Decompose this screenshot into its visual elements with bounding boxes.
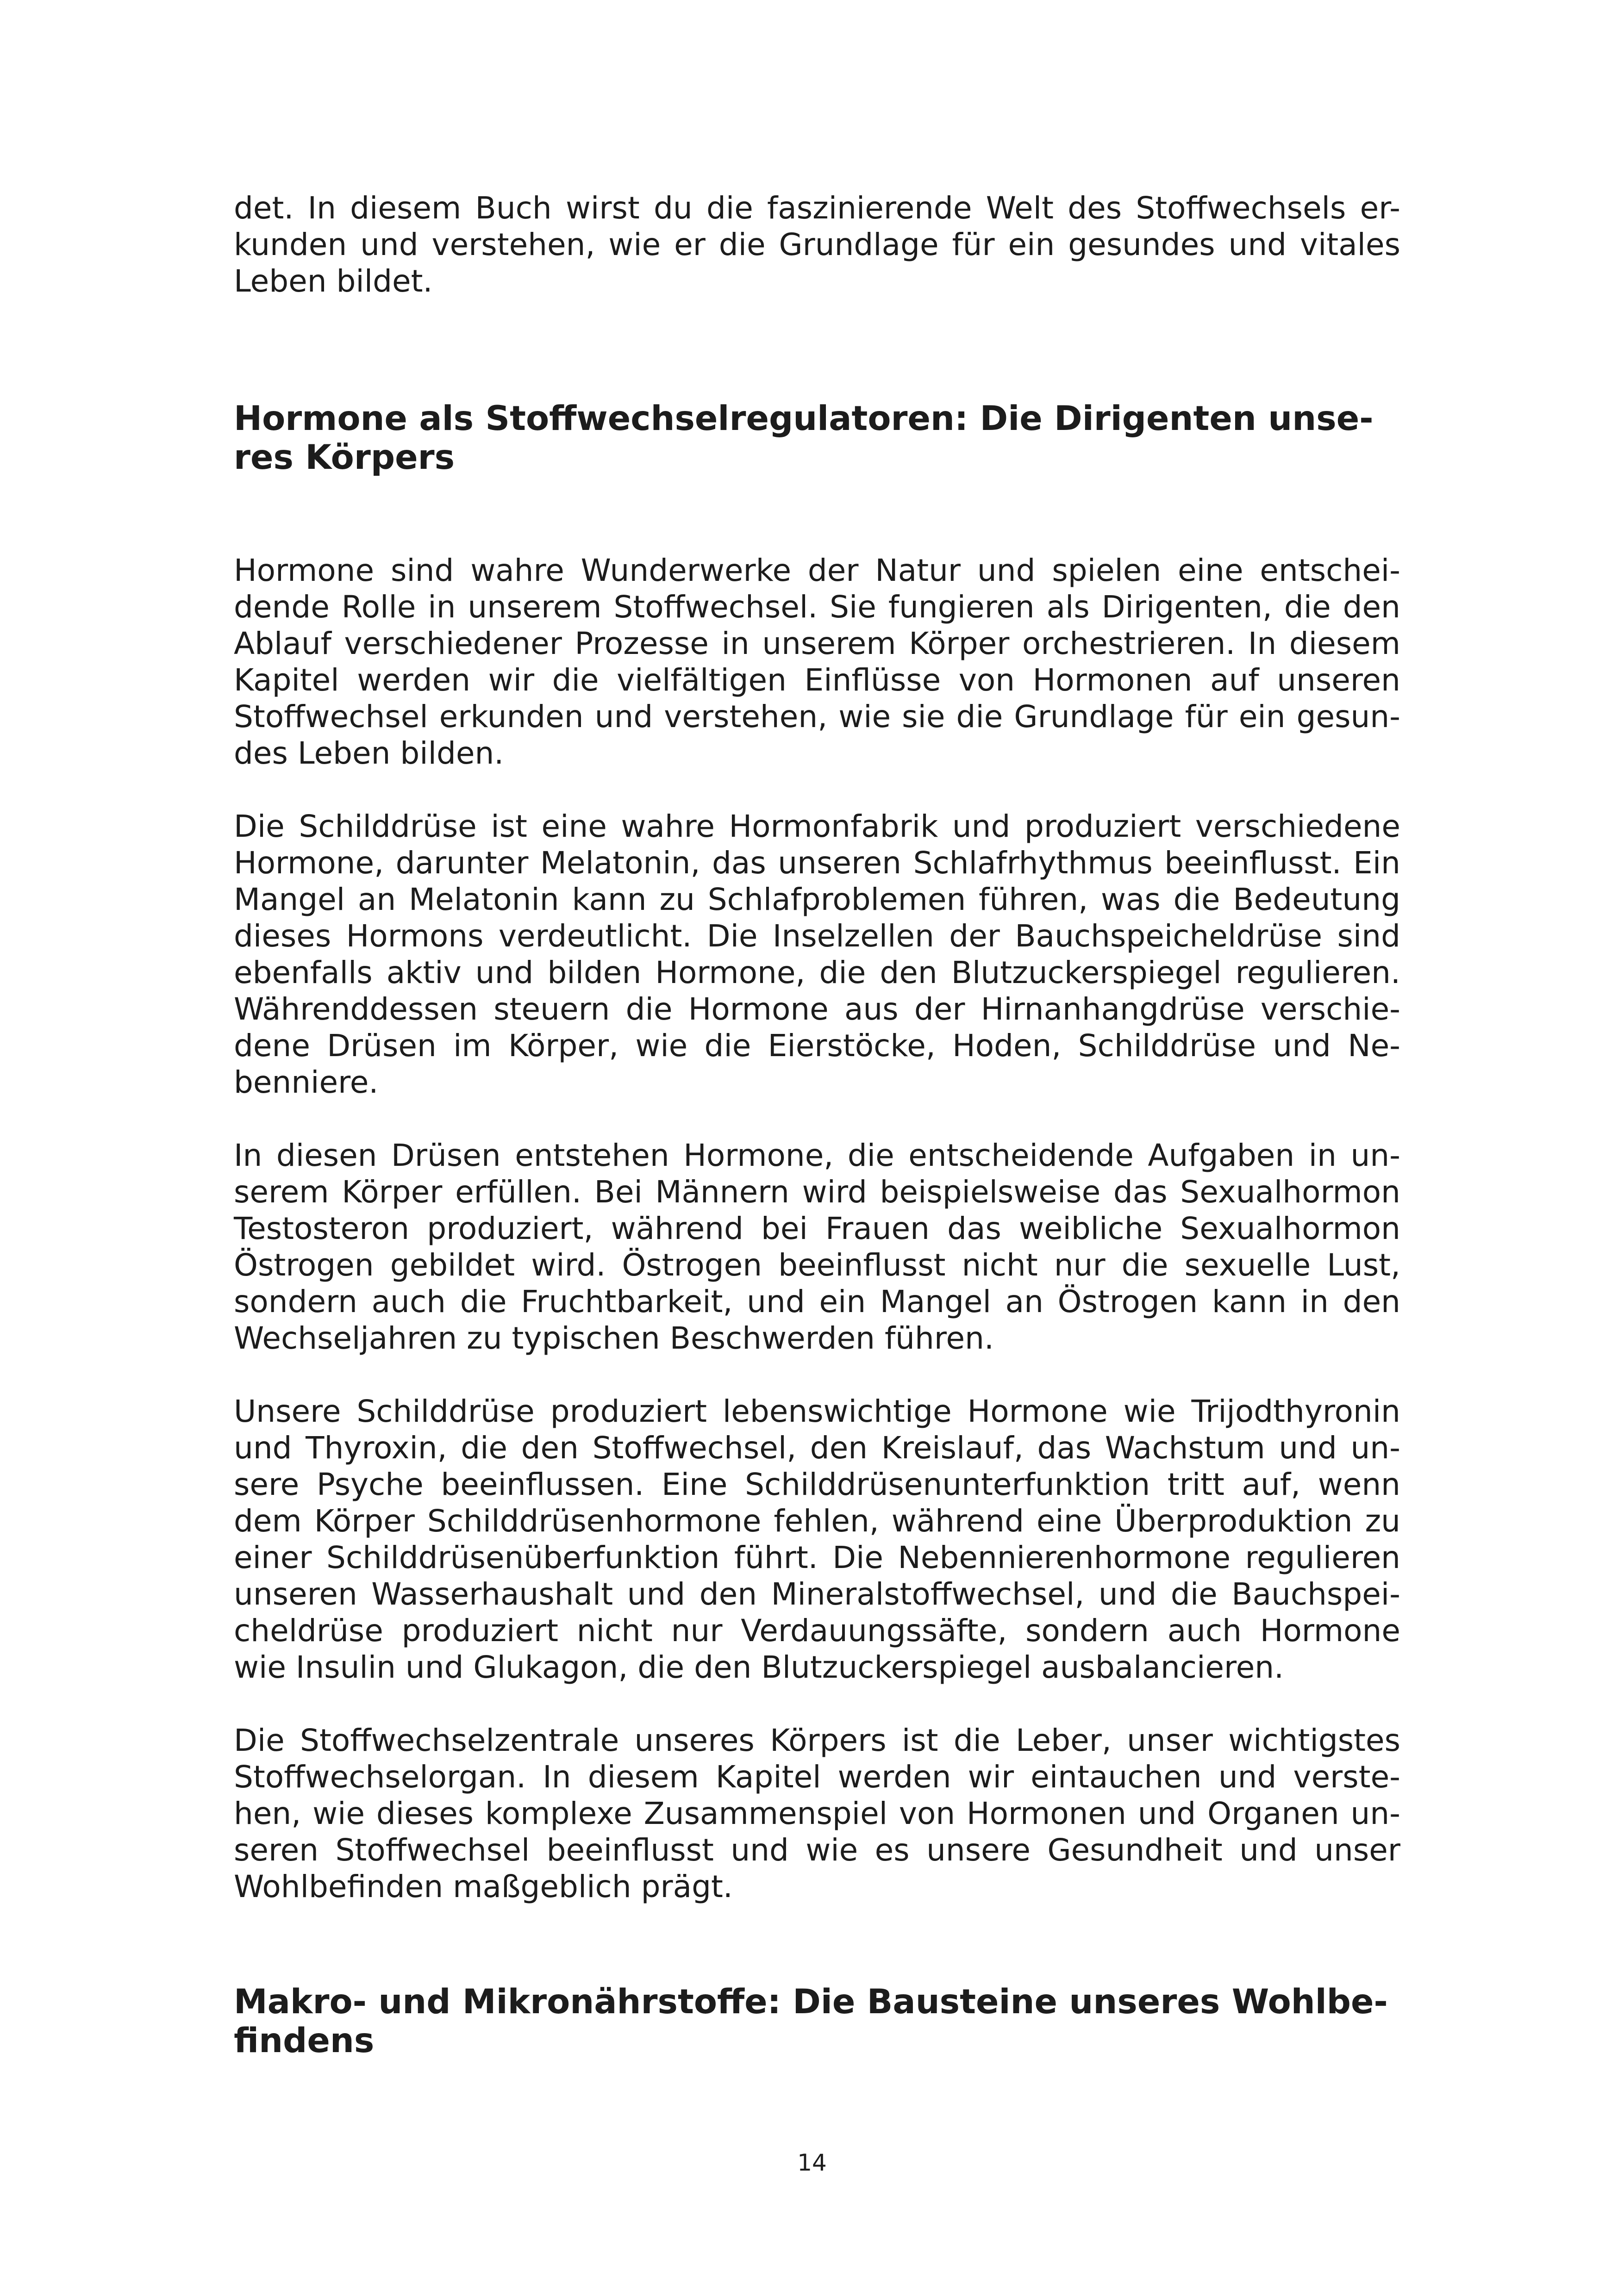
text-line: ebenfalls aktiv und bilden Hormone, die den Blutzuckerspiegel regulieren. <box>234 955 1400 990</box>
text-line: sondern auch die Fruchtbarkeit, und ein Mangel an Östrogen kann in den <box>234 1284 1400 1319</box>
text-line: hen, wie dieses komplexe Zusammenspiel von Hormonen und Organen un- <box>234 1796 1400 1831</box>
paragraph-2 <box>234 808 1400 1101</box>
page-number: 14 <box>797 2149 827 2176</box>
text-line: Die Schilddrüse ist eine wahre Hormonfabrik und produziert verschiedene <box>234 809 1400 844</box>
intro-paragraph <box>234 190 1400 299</box>
paragraph-5 <box>234 1722 1400 1905</box>
text-line: Ablauf verschiedener Prozesse in unserem Körper orchestrieren. In diesem <box>234 626 1400 661</box>
paragraph-1 <box>234 552 1400 772</box>
text-line: Mangel an Melatonin kann zu Schlafproblemen führen, was die Bedeutung <box>234 882 1400 917</box>
text-line: dem Körper Schilddrüsenhormone fehlen, während eine Überproduktion zu <box>234 1503 1400 1539</box>
text-line: kunden und verstehen, wie er die Grundlage für ein gesundes und vitales <box>234 227 1400 262</box>
section-heading-nutrients <box>234 1983 1400 2060</box>
text-line: Testosteron produziert, während bei Frauen das weibliche Sexualhormon <box>234 1211 1400 1246</box>
text-line: benniere. <box>234 1064 379 1100</box>
text-line: Wohlbefinden maßgeblich prägt. <box>234 1869 733 1904</box>
text-line: Währenddessen steuern die Hormone aus der Hirnanhangdrüse verschie- <box>234 991 1400 1027</box>
text-line: Stoffwechselorgan. In diesem Kapitel werden wir eintauchen und verste- <box>234 1759 1400 1795</box>
text-line: dende Rolle in unserem Stoffwechsel. Sie fungieren als Dirigenten, die den <box>234 589 1400 625</box>
text-line: Wechseljahren zu typischen Beschwerden führen. <box>234 1320 994 1356</box>
heading-line: Makro- und Mikronährstoffe: Die Bausteine unseres Wohlbe- <box>234 1982 1388 2022</box>
text-line: det. In diesem Buch wirst du die faszinierende Welt des Stoffwechsels er- <box>234 190 1400 226</box>
text-line: Leben bildet. <box>234 263 433 299</box>
text-line: des Leben bilden. <box>234 735 504 771</box>
page-body <box>234 190 1400 2060</box>
paragraph-3 <box>234 1137 1400 1356</box>
text-line: In diesen Drüsen entstehen Hormone, die entscheidende Aufgaben in un- <box>234 1138 1400 1173</box>
section-heading-hormones <box>234 399 1400 477</box>
heading-line: findens <box>234 2021 375 2060</box>
text-line: Unsere Schilddrüse produziert lebenswichtige Hormone wie Trijodthyronin <box>234 1394 1400 1429</box>
text-line: Stoffwechsel erkunden und verstehen, wie sie die Grundlage für ein gesun- <box>234 699 1400 734</box>
text-line: sere Psyche beeinflussen. Eine Schilddrüsenunterfunktion tritt auf, wenn <box>234 1467 1400 1502</box>
text-line: und Thyroxin, die den Stoffwechsel, den Kreislauf, das Wachstum und un- <box>234 1430 1400 1466</box>
heading-line: Hormone als Stoffwechselregulatoren: Die Dirigenten unse- <box>234 399 1374 438</box>
text-line: Östrogen gebildet wird. Östrogen beeinflusst nicht nur die sexuelle Lust, <box>234 1247 1400 1283</box>
text-line: unseren Wasserhaushalt und den Mineralstoffwechsel, und die Bauchspei- <box>234 1576 1400 1612</box>
text-line: Hormone, darunter Melatonin, das unseren Schlafrhythmus beeinflusst. Ein <box>234 845 1400 881</box>
text-line: serem Körper erfüllen. Bei Männern wird beispielsweise das Sexualhormon <box>234 1174 1400 1210</box>
text-line: dieses Hormons verdeutlicht. Die Inselzellen der Bauchspeicheldrüse sind <box>234 918 1400 954</box>
text-line: Kapitel werden wir die vielfältigen Einflüsse von Hormonen auf unseren <box>234 662 1400 698</box>
text-line: cheldrüse produziert nicht nur Verdauungssäfte, sondern auch Hormone <box>234 1613 1400 1649</box>
text-line: wie Insulin und Glukagon, die den Blutzuckerspiegel ausbalancieren. <box>234 1649 1284 1685</box>
text-line: seren Stoffwechsel beeinflusst und wie es unsere Gesundheit und unser <box>234 1832 1400 1868</box>
text-line: einer Schilddrüsenüberfunktion führt. Die Nebennierenhormone regulieren <box>234 1540 1400 1575</box>
text-line: Die Stoffwechselzentrale unseres Körpers ist die Leber, unser wichtigstes <box>234 1723 1400 1758</box>
heading-line: res Körpers <box>234 438 455 477</box>
text-line: dene Drüsen im Körper, wie die Eierstöcke, Hoden, Schilddrüse und Ne- <box>234 1028 1400 1064</box>
text-line: Hormone sind wahre Wunderwerke der Natur und spielen eine entschei- <box>234 553 1400 588</box>
paragraph-4 <box>234 1393 1400 1686</box>
